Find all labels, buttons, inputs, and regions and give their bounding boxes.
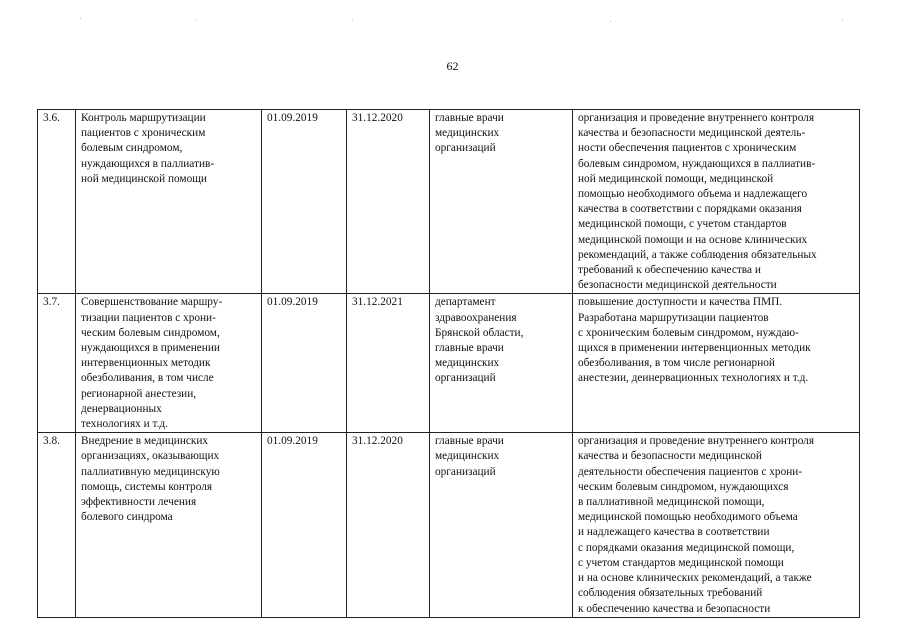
executor-cell: главные врачи медицинских организаций — [430, 433, 573, 617]
action-cell: Совершенствование маршру- тизации пациентов с хрони- ческим болевым синдромом, нуждающихся в применении интервенционных методик обезболивания, в том числе регионарной анестезии, денервационных технологиях и т.д. — [76, 294, 262, 433]
scan-speck — [352, 20, 353, 21]
table-row — [38, 433, 860, 617]
end-date-cell: 31.12.2020 — [347, 110, 430, 294]
item-number: 3.8. — [38, 433, 76, 617]
start-date-cell: 01.09.2019 — [262, 433, 347, 617]
result-cell: повышение доступности и качества ПМП. Разработана маршрутизации пациентов с хроническим болевым синдромом, нуждаю- щихся в применении интервенционных методик обезболивания, в том числе регионарной анестезии, деинервационных технологиях и т.д. — [573, 294, 860, 433]
item-number: 3.6. — [38, 110, 76, 294]
action-cell: Внедрение в медицинских организациях, оказывающих паллиативную медицинскую помощь, системы контроля эффективности лечения болевого синдрома — [76, 433, 262, 617]
result-cell: организация и проведение внутреннего контроля качества и безопасности медицинской деятель- ности обеспечения пациентов с хроническим болевым синдромом, нуждающихся в паллиатив- ной медицинской помощи, медицинской помощью необходимого объема и надлежащего качества в соответствии с порядками оказания медицинской помощи, с учетом стандартов медицинской помощи и на основе клинических рекомендаций, а также соблюдения обязательных требований к обеспечению качества и безопасности медицинской деятельности — [573, 110, 860, 294]
executor-cell: главные врачи медицинских организаций — [430, 110, 573, 294]
executor-cell: департамент здравоохранения Брянской области, главные врачи медицинских организаций — [430, 294, 573, 433]
table-row — [38, 110, 860, 294]
start-date-cell: 01.09.2019 — [262, 294, 347, 433]
action-cell: Контроль маршрутизации пациентов с хроническим болевым синдромом, нуждающихся в паллиатив- ной медицинской помощи — [76, 110, 262, 294]
scan-speck — [80, 18, 81, 19]
page-number: 62 — [446, 59, 459, 73]
scan-speck — [610, 21, 611, 22]
end-date-cell: 31.12.2020 — [347, 433, 430, 617]
end-date-cell: 31.12.2021 — [347, 294, 430, 433]
scan-speck — [196, 19, 197, 20]
table-row — [38, 294, 860, 433]
action-plan-table — [37, 109, 860, 618]
result-cell: организация и проведение внутреннего контроля качества и безопасности медицинской деятельности обеспечения пациентов с хрони- ческим болевым синдромом, нуждающихся в паллиативной медицинской помощи, медицинской помощью необходимого объема и надлежащего качества в соответствии с порядками оказания медицинской помощи, с учетом стандартов медицинской помощи и на основе клинических рекомендаций, а также соблюдения обязательных требований к обеспечению качества и безопасности — [573, 433, 860, 617]
scan-speck — [842, 19, 843, 20]
start-date-cell: 01.09.2019 — [262, 110, 347, 294]
item-number: 3.7. — [38, 294, 76, 433]
